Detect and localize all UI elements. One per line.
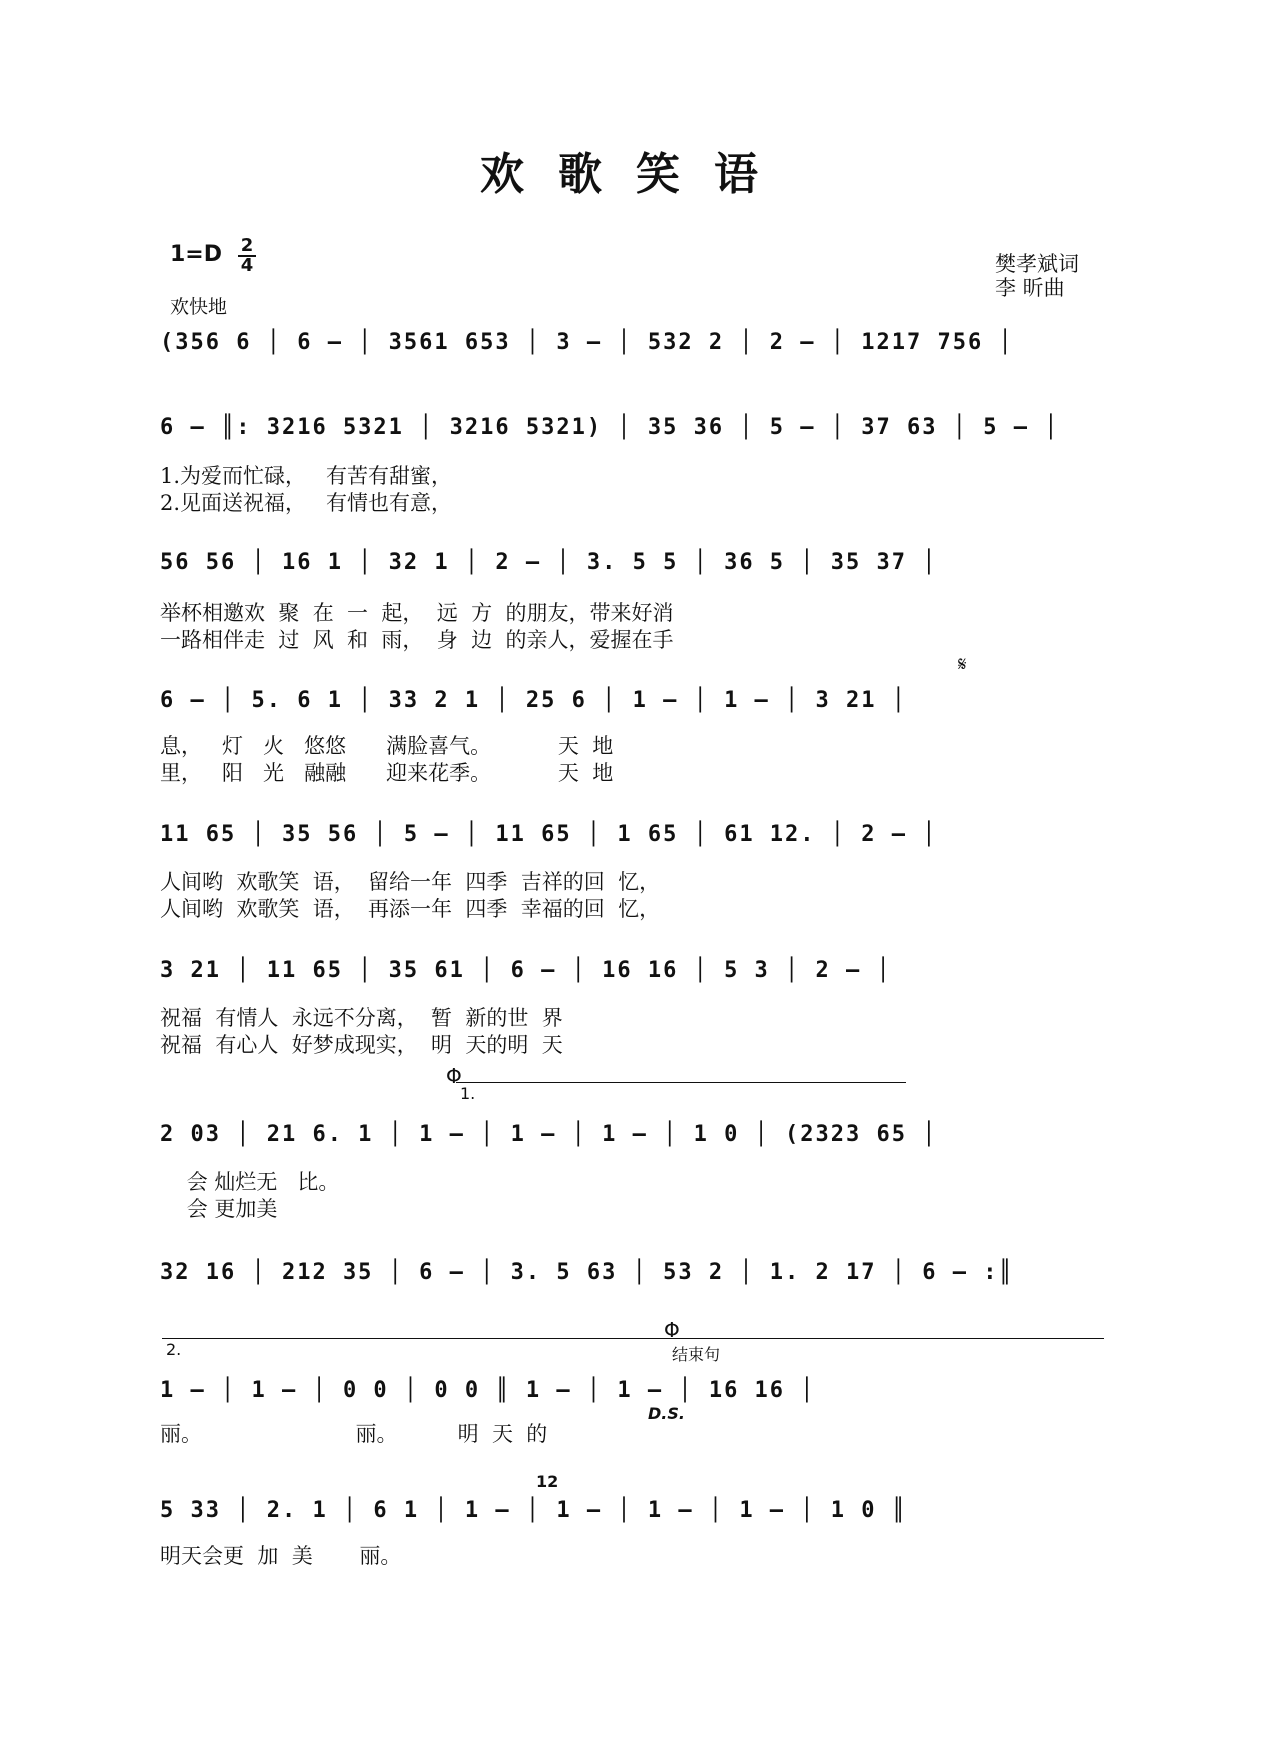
notation-row: 3 21 │ 11 65 │ 35 61 │ 6 – │ 16 16 │ 5 3 │ 2 – │ — [160, 958, 892, 983]
time-top: 2 — [240, 235, 254, 256]
volta-1-bracket — [456, 1082, 906, 1083]
composer-credit: 李 昕曲 — [995, 276, 1065, 300]
lyric-line: 息， 灯 火 悠悠 满脸喜气。 天 地 — [160, 734, 614, 758]
time-bottom: 4 — [240, 255, 254, 276]
time-signature — [238, 235, 256, 276]
lyric-line: 1.为爱而忙碌， 有苦有甜蜜， — [160, 464, 453, 488]
volta-2-label: 2. — [166, 1340, 182, 1359]
tempo-marking: 欢快地 — [170, 296, 228, 318]
notation-row: 5 33 │ 2. 1 │ 6 1 │ 1 – │ 1 – │ 1 – │ 1 – │ 1 0 ║ — [160, 1498, 908, 1523]
lyric-line: 人间哟 欢歌笑 语， 再添一年 四季 幸福的回 忆， — [160, 897, 661, 921]
lyric-line: 人间哟 欢歌笑 语， 留给一年 四季 吉祥的回 忆， — [160, 870, 661, 894]
lyric-line: 会 更加美 — [160, 1197, 278, 1221]
coda-mark-2: Φ — [664, 1318, 680, 1342]
volta-1-label: 1. — [460, 1084, 476, 1103]
lyric-line: 一路相伴走 过 风 和 雨， 身 边 的亲人，爱握在手 — [160, 628, 674, 652]
ending-label: 结束句 — [672, 1345, 721, 1364]
meter-change: 12 — [536, 1472, 559, 1491]
lyric-line: 丽。 丽。 明 天 的 — [160, 1422, 548, 1446]
notation-row: 6 – ║: 3216 5321 │ 3216 5321) │ 35 36 │ 5 – │ 37 63 │ 5 – │ — [160, 415, 1060, 440]
lyric-line: 会 灿烂无 比。 — [160, 1170, 340, 1194]
lyric-line: 明天会更 加 美 丽。 — [160, 1544, 402, 1568]
notation-row: 2 03 │ 21 6. 1 │ 1 – │ 1 – │ 1 – │ 1 0 │ (2323 65 │ — [160, 1122, 938, 1147]
notation-row: 32 16 │ 212 35 │ 6 – │ 3. 5 63 │ 53 2 │ 1. 2 17 │ 6 – :║ — [160, 1260, 1014, 1285]
lyric-line: 里， 阳 光 融融 迎来花季。 天 地 — [160, 761, 614, 785]
lyric-line: 举杯相邀欢 聚 在 一 起， 远 方 的朋友，带来好消 — [160, 601, 674, 625]
key-signature: 1=D — [170, 242, 223, 267]
lyric-line: 2.见面送祝福， 有情也有意， — [160, 491, 453, 515]
notation-row: 56 56 │ 16 1 │ 32 1 │ 2 – │ 3. 5 5 │ 36 5 │ 35 37 │ — [160, 550, 938, 575]
volta-2-bracket — [162, 1338, 1104, 1339]
lyric-line: 祝福 有情人 永远不分离， 暂 新的世 界 — [160, 1006, 563, 1030]
coda-mark-1: Φ — [446, 1064, 462, 1088]
lyric-line: 祝福 有心人 好梦成现实， 明 天的明 天 — [160, 1033, 563, 1057]
segno-mark: 𝄋 — [958, 652, 967, 676]
notation-row: (356 6 │ 6 – │ 3561 653 │ 3 – │ 532 2 │ 2 – │ 1217 756 │ — [160, 330, 1014, 355]
notation-row: 11 65 │ 35 56 │ 5 – │ 11 65 │ 1 65 │ 61 12. │ 2 – │ — [160, 822, 938, 847]
notation-row: 1 – │ 1 – │ 0 0 │ 0 0 ║ 1 – │ 1 – │ 16 16 │ — [160, 1378, 816, 1403]
notation-row: 6 – │ 5. 6 1 │ 33 2 1 │ 25 6 │ 1 – │ 1 – │ 3 21 │ — [160, 688, 908, 713]
lyricist-credit: 樊孝斌词 — [995, 252, 1079, 276]
song-title: 欢歌笑语 — [480, 149, 792, 200]
ds-mark: D.S. — [648, 1404, 685, 1423]
